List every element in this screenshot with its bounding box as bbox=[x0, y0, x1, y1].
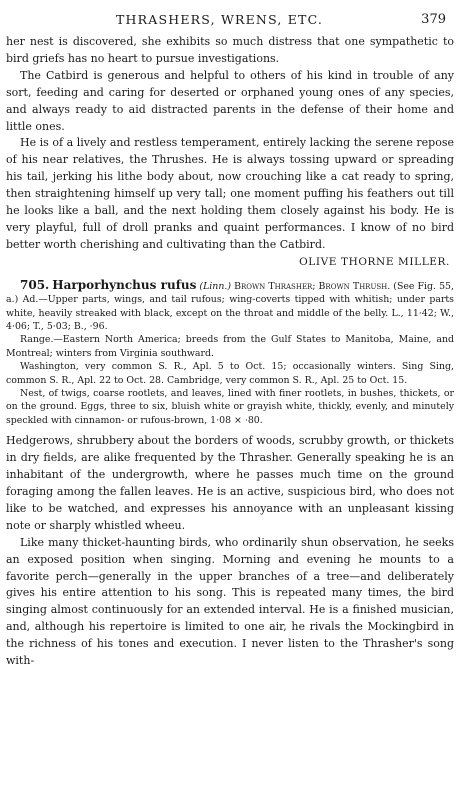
description: (See Fig. 55, a.) Ad.—Upper parts, wings, and tail rufous; wing-coverts tipped with whitish; under parts white, heavily streaked with black, except on the throat and middle of the belly. L., 11·42; W., 4·06; T., 5·03; B., ·96. bbox=[6, 280, 454, 332]
authority: (Linn.) bbox=[199, 280, 232, 292]
paragraph: He is of a lively and restless temperament, entirely lacking the serene repose of his near relatives, the Thrushes. He is always tossing upward or spreading his tail, jerking his lithe body about, now crouching like a cat ready to spring, then straightening himself up very tall; one moment puffing his feathers out till he looks like a ball, and the next holding them closely against his body. He is very playful, full of droll pranks and quaint performances. I know of no bird better worth cherishing and cultivating than the Catbird. bbox=[6, 136, 454, 251]
range: Range.—Eastern North America; breeds from the Gulf States to Manitoba, Maine, and Montreal; winters from Virginia southward. bbox=[6, 334, 454, 359]
entry-head bbox=[6, 279, 454, 334]
records: Washington, very common S. R., Apl. 5 to Oct. 15; occasionally winters. Sing Sing, common S. R., Apl. 22 to Oct. 28. Cambridge, very common S. R., Apl. 25 to Oct. 15. bbox=[6, 361, 454, 386]
running-head bbox=[6, 12, 454, 34]
author-signature: OLIVE THORNE MILLER. bbox=[299, 255, 450, 268]
thrasher-text bbox=[6, 433, 454, 670]
page-number: 379 bbox=[421, 12, 446, 27]
species-entry bbox=[6, 279, 454, 427]
common-names: Brown Thrasher; Brown Thrush. bbox=[234, 280, 391, 292]
paragraph: Hedgerows, shrubbery about the borders of woods, scrubby growth, or thickets in dry fields, are alike frequented by the Thrasher. Generally speaking he is an inhabitant of the undergrowth, where he passes much time on the ground foraging among the fallen leaves. He is an active, suspicious bird, who does not like to be watched, and expresses his annoyance with an unpleasant kissing note or sharply whistled wheeu. bbox=[6, 434, 454, 532]
nest-eggs: Nest, of twigs, coarse rootlets, and leaves, lined with finer rootlets, in bushes, thickets, or on the ground. Eggs, three to six, bluish white or grayish white, thickly, evenly, and minutely speckled with cinnamon- or rufous-brown, 1·08 × ·80. bbox=[6, 388, 454, 426]
paragraph: Like many thicket-haunting birds, who ordinarily shun observation, he seeks an exposed position when singing. Morning and evening he mounts to a favorite perch—generally in the upper branches of a tree—and deliberately gives his entire attention to his song. This is repeated many times, the bird singing almost continuously for an extended interval. He is a finished musician, and, although his repertoire is limited to one air, he rivals the Mockingbird in the richness of his tones and execution. I never listen to the Thrasher's song with- bbox=[6, 535, 454, 668]
paragraph: The Catbird is generous and helpful to others of his kind in trouble of any sort, feeding and caring for deserted or orphaned young ones of any species, and always ready to aid distracted parents in the defense of their home and little ones. bbox=[6, 68, 454, 133]
catbird-text bbox=[6, 34, 454, 254]
scientific-name: Harporhynchus rufus bbox=[52, 277, 197, 292]
paragraph: her nest is discovered, she exhibits so much distress that one sympathetic to bird griefs has no heart to pursue investigations. bbox=[6, 35, 454, 65]
entry-number: 705. bbox=[20, 277, 50, 292]
running-head-title: THRASHERS, WRENS, ETC. bbox=[116, 12, 324, 27]
